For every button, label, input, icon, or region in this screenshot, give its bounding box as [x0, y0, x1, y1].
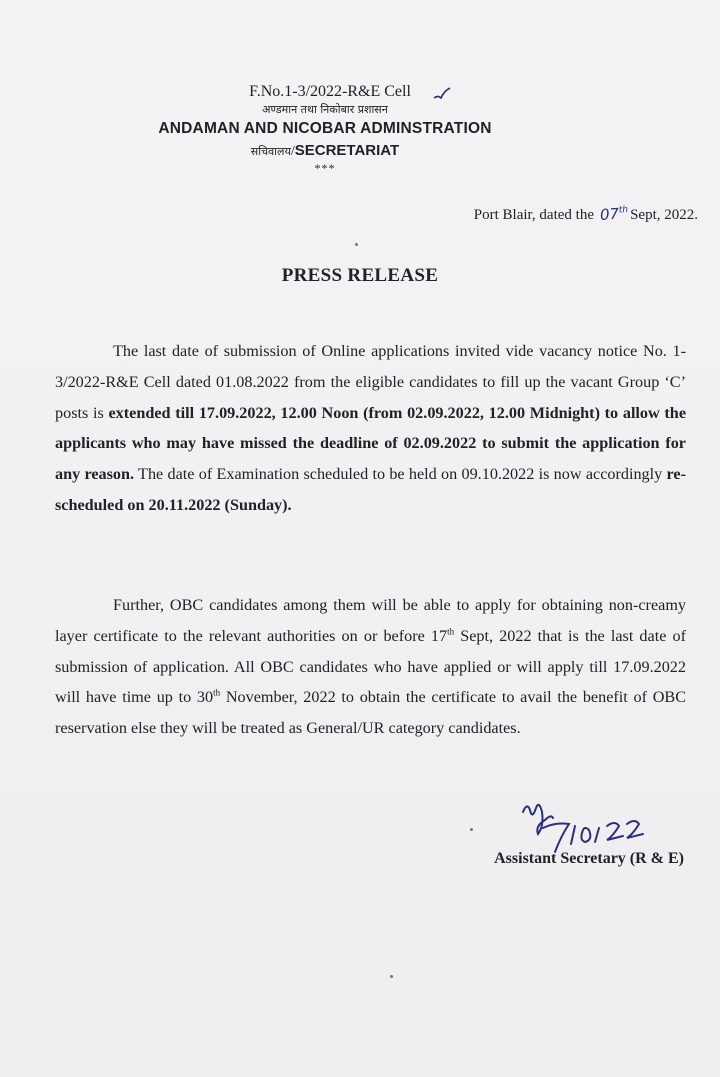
- handwritten-day: [599, 204, 629, 224]
- p1-text-1: The last date of submission of Online applications invited vide vacancy notice No. 1-3/2022-R&E Cell dated 01.08.2022 from the eligible candidates to fill up the vacant Group ‘C’ posts is: [55, 342, 686, 422]
- p2-text-3: November, 2022 to obtain the certificate to avail the benefit of OBC reservation else they will be treated as General/UR category candidates.: [55, 688, 686, 738]
- secretariat-line: [0, 142, 650, 160]
- hindi-administration-name: अण्डमान तथा निकोबार प्रशासन: [262, 103, 388, 116]
- document-title: PRESS RELEASE: [281, 265, 439, 286]
- header-stars: ***: [314, 161, 336, 175]
- p2-text-2: Sept, 2022 that is the last date of submission of application. All OBC candidates who have applied or will apply till 17.09.2022 will have time up to 30: [55, 626, 686, 707]
- scan-speck: [390, 975, 393, 978]
- dateline-suffix: Sept, 2022.: [630, 207, 698, 223]
- scan-speck: [355, 243, 358, 246]
- scan-speck: [470, 828, 473, 831]
- file-number-tick-mark: [432, 86, 452, 102]
- p2-sup-1: th: [447, 626, 455, 637]
- p1-bold-reschedule: re-scheduled on 20.11.2022 (Sunday).: [55, 465, 686, 514]
- p1-text-2: The date of Examination scheduled to be held on 09.10.2022 is now accordingly: [134, 465, 667, 484]
- paragraph-extension-notice: [55, 336, 686, 521]
- paragraph-obc-notice: [55, 590, 686, 744]
- signatory-designation: Assistant Secretary (R & E): [494, 850, 684, 867]
- file-number: F.No.1-3/2022-R&E Cell: [249, 83, 411, 100]
- dateline: [474, 205, 698, 224]
- handwritten-day-suffix: th: [618, 205, 629, 216]
- p1-bold-extension: extended till 17.09.2022, 12.00 Noon (from 02.09.2022, 12.00 Midnight) to allow the applicants who may have missed the deadline of 02.09.2022 to submit the application for any reason.: [55, 403, 686, 484]
- handwritten-day-number: 07: [599, 204, 620, 224]
- administration-title: ANDAMAN AND NICOBAR ADMINSTRATION: [158, 120, 492, 137]
- secretariat-hindi: सचिवालय: [250, 145, 291, 158]
- dateline-prefix: Port Blair, dated the: [473, 207, 594, 223]
- secretariat-english: SECRETARIAT: [294, 142, 400, 159]
- secretariat-separator: /: [290, 144, 295, 159]
- p2-text-1: Further, OBC candidates among them will be able to apply for obtaining non-creamy layer certificate to the relevant authorities on or before 17: [55, 596, 686, 645]
- p2-sup-2: th: [213, 688, 221, 698]
